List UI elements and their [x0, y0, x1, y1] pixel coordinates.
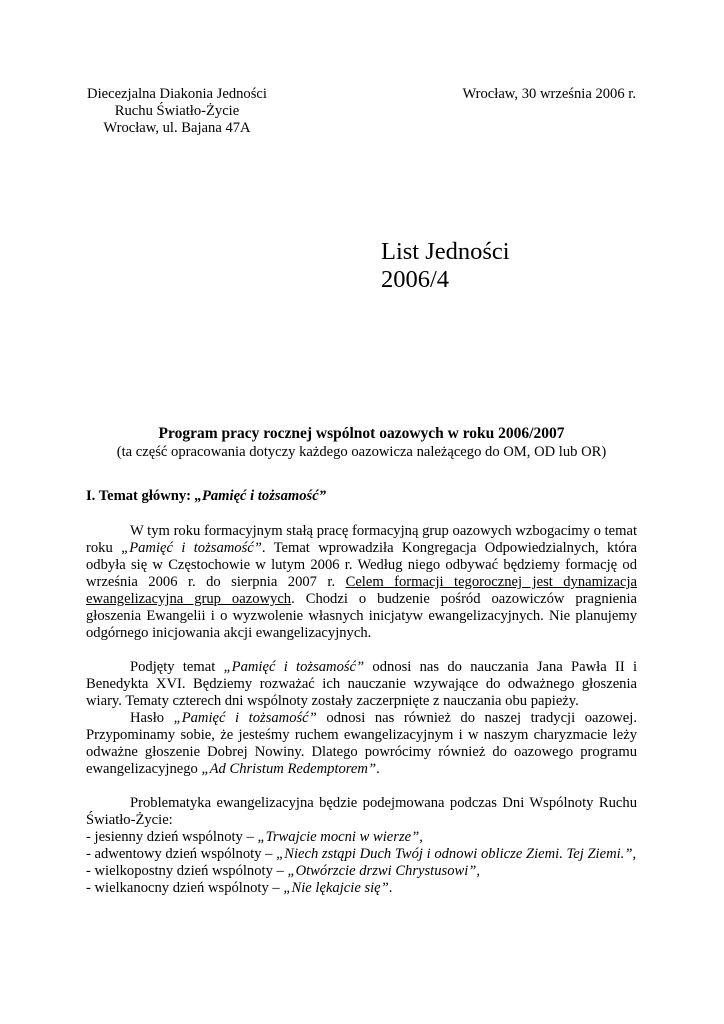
paragraph-teaching: [86, 659, 637, 710]
document-title-line2: 2006/4: [381, 266, 450, 293]
text-run: Hasło: [130, 710, 174, 726]
text-run: - wielkanocny dzień wspólnoty –: [86, 880, 284, 896]
text-run: - adwentowy dzień wspólnoty –: [86, 846, 277, 862]
italic-run: „Trwajcie mocni w wierze”: [257, 829, 420, 845]
text-run: .: [388, 880, 393, 896]
italic-run: „Nie lękajcie się”: [283, 880, 389, 896]
text-run: ,: [632, 846, 637, 862]
list-item: [86, 880, 637, 897]
text-run: . Temat wprowadziła Kongregacja Odpowiedzialnych, która odbyła się w Częstochowie w lutym 2006 r. Według niego odbywać będziemy formację od września 2006 r. do sierpnia 2007 r.: [86, 540, 638, 590]
text-run: - jesienny dzień wspólnoty –: [86, 829, 258, 845]
document-title-line1: List Jedności: [381, 238, 510, 265]
program-subheading: (ta część opracowania dotyczy każdego oazowicza należącego do OM, OD lub OR): [116, 444, 607, 460]
text-run: odnosi nas również do naszej tradycji oazowej. Przypominamy sobie, że jesteśmy ruchem ewangelizacyjnym i w naszym charyzmacie leży odważne głoszenie Dobrej Nowiny. Dlatego powrócimy również do oazowego programu ewangelizacyjnego: [86, 710, 637, 777]
text-run: Podjęty temat: [130, 659, 224, 675]
text-run: W tym roku formacyjnym stałą pracę formacyjną grup oazowych wzbogacimy o temat roku: [86, 523, 637, 556]
text-run: .: [376, 761, 380, 777]
text-run: . Chodzi o budzenie pośród oazowiczów pragnienia głoszenia Ewangelii i o wyzwolenie własnych inicjatyw ewangelizacyjnych. Nie planujemy odgórnego inicjowania akcji ewangelizacyjnych.: [86, 591, 637, 641]
list-item: [86, 829, 637, 846]
italic-run: „Ad Christum Redemptorem”: [201, 761, 377, 777]
program-heading: Program pracy rocznej wspólnot oazowych w roku 2006/2007: [158, 425, 565, 442]
text-run: - wielkopostny dzień wspólnoty –: [86, 863, 288, 879]
text-run: ,: [476, 863, 481, 879]
italic-run: „Pamięć i tożsamość”: [223, 659, 365, 675]
sender-line-street: Wrocław, ul. Bajana 47A: [103, 120, 251, 136]
sender-line-organization: Diecezjalna Diakonia Jedności: [87, 86, 267, 102]
paragraph-motto: [86, 710, 637, 778]
document-title: [381, 238, 510, 294]
letter-date: Wrocław, 30 września 2006 r.: [462, 86, 636, 102]
text-run: odnosi nas do nauczania Jana Pawła II i Benedykta XVI. Będziemy rozważać ich nauczanie wzywające do odważnego głoszenia wiary. Tematy czterech dni wspólnoty zostały zaczerpnięte z nauczania obu papieży.: [86, 659, 638, 709]
community-days-list: [86, 829, 637, 897]
document-body: [86, 488, 637, 897]
program-header: [86, 424, 637, 461]
text-run: ,: [419, 829, 423, 845]
underlined-run: Celem formacji tegorocznej jest dynamizacja ewangelizacyjna grup oazowych: [86, 574, 637, 607]
section-heading-theme: „Pamięć i tożsamość”: [194, 488, 326, 504]
section-heading-label: I. Temat główny:: [86, 488, 195, 504]
italic-run: „Pamięć i tożsamość”: [173, 710, 317, 726]
italic-run: „Otwórzcie drzwi Chrystusowi”: [287, 863, 477, 879]
sender-line-movement: Ruchu Światło-Życie: [114, 103, 240, 119]
italic-run: „Niech zstąpi Duch Twój i odnowi oblicze Ziemi. Tej Ziemi.”: [276, 846, 633, 862]
list-item: [86, 846, 637, 863]
section-heading: [86, 488, 637, 505]
paragraph-community-days: Problematyka ewangelizacyjna będzie podejmowana podczas Dni Wspólnoty Ruchu Światło-Życie:: [86, 795, 637, 828]
list-item: [86, 863, 637, 880]
paragraph-intro: [86, 523, 637, 642]
italic-run: „Pamięć i tożsamość”: [121, 540, 262, 556]
sender-address: [82, 86, 272, 137]
